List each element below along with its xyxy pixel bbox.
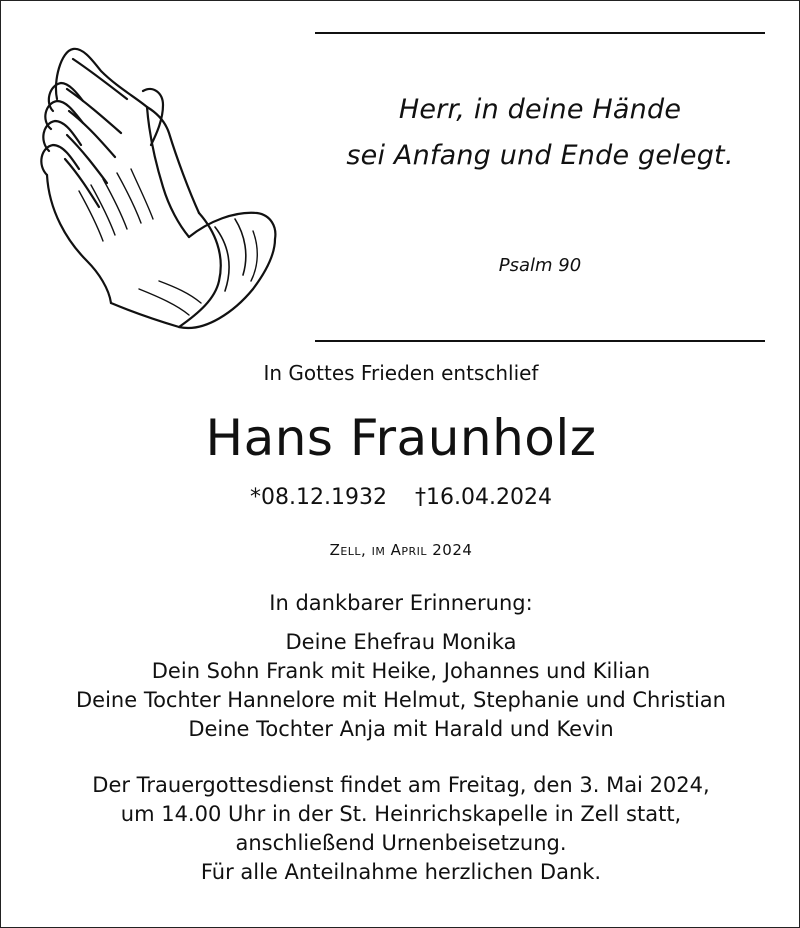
top-divider (315, 32, 765, 34)
place-date: Zell, im April 2024 (329, 541, 473, 559)
service-info (1, 771, 800, 887)
verse-line-2: sei Anfang und Ende gelegt. (346, 140, 734, 171)
memory-heading: In dankbarer Erinnerung: (269, 591, 533, 615)
birth-date: 08.12.1932 (261, 485, 387, 510)
family-line: Deine Tochter Hannelore mit Helmut, Stephanie und Christian (76, 688, 726, 712)
life-dates (1, 485, 800, 510)
service-line: Für alle Anteilnahme herzlichen Dank. (200, 860, 602, 884)
death-date: 16.04.2024 (426, 485, 552, 510)
intro-text: In Gottes Frieden entschlief (263, 361, 539, 385)
family-line: Deine Ehefrau Monika (285, 630, 517, 654)
verse-line-1: Herr, in deine Hände (398, 94, 682, 125)
family-list (1, 628, 800, 744)
verse-source: Psalm 90 (498, 255, 582, 276)
birth-symbol: * (250, 485, 262, 510)
service-line: anschließend Urnenbeisetzung. (235, 831, 567, 855)
bottom-divider (315, 340, 765, 342)
bible-verse (315, 87, 765, 179)
family-line: Dein Sohn Frank mit Heike, Johannes und Kilian (151, 659, 651, 683)
service-line: um 14.00 Uhr in der St. Heinrichskapelle in Zell statt, (120, 802, 682, 826)
deceased-name: Hans Fraunholz (205, 409, 597, 467)
praying-hands-icon (39, 41, 279, 333)
family-line: Deine Tochter Anja mit Harald und Kevin (188, 717, 614, 741)
death-cross-icon: † (415, 485, 426, 510)
service-line: Der Trauergottesdienst findet am Freitag, den 3. Mai 2024, (92, 773, 710, 797)
